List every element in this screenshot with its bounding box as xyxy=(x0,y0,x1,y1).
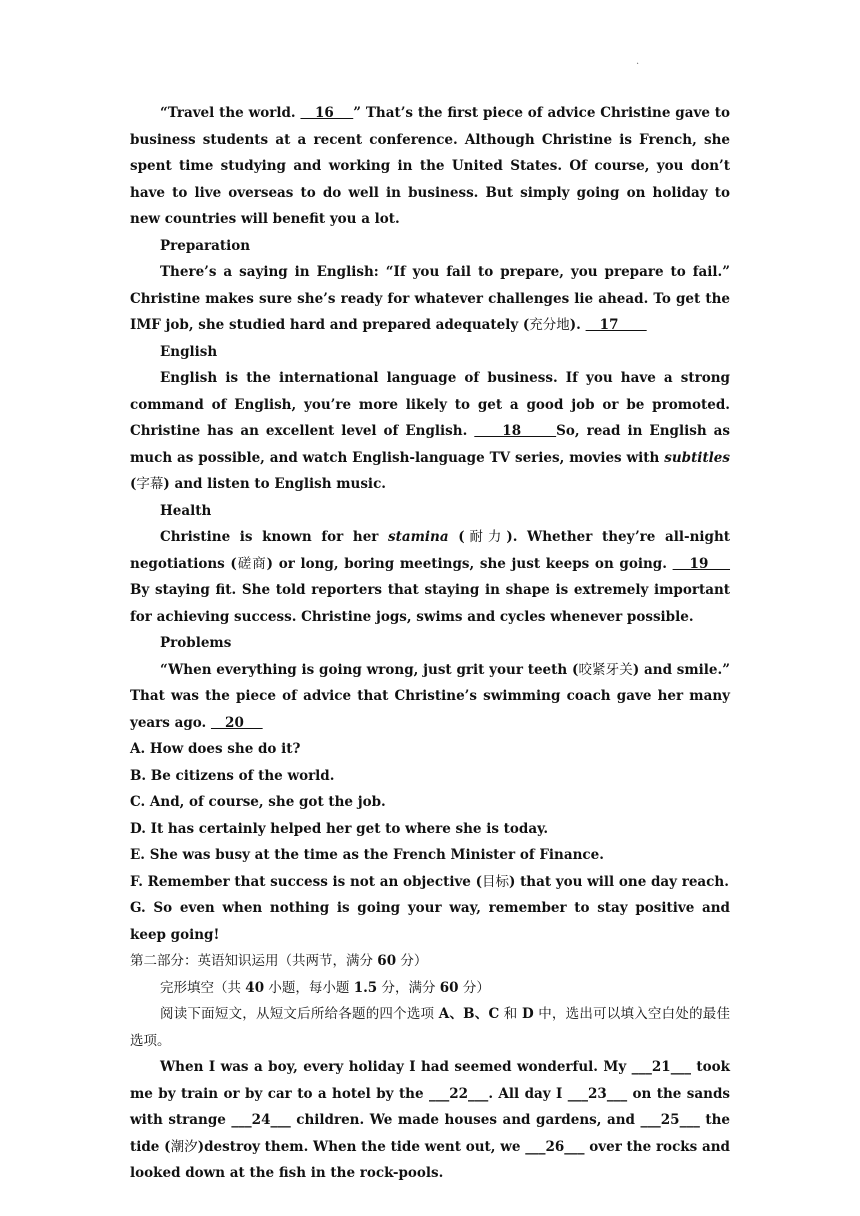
text-run: 60 xyxy=(377,953,397,969)
text-run: ( xyxy=(130,476,137,492)
paragraph-intro xyxy=(130,100,730,233)
text-run: took me by train or by car to a hotel by the xyxy=(130,1059,730,1102)
option-e: E. She was busy at the time as the French Minister of Finance. xyxy=(130,847,604,863)
text-run: ). Whether they’re all-night negotiations ( xyxy=(130,529,731,572)
text-run: 1.5 xyxy=(353,979,378,996)
blank-21: ___21___ xyxy=(631,1059,691,1075)
chinese-gloss: 磋商 xyxy=(236,555,267,572)
part-two-header xyxy=(130,948,730,1054)
blank-23: ___23___ xyxy=(567,1085,628,1102)
text-run: . All day I xyxy=(488,1085,568,1102)
text-run: over the rocks and looked down at the fish in the rock-pools. xyxy=(130,1138,730,1181)
text-run: “Travel the world. xyxy=(160,105,301,121)
chinese-gloss: 字幕 xyxy=(136,476,164,492)
text-run: 小题，每小题 xyxy=(264,979,354,996)
text-run: ) and listen to English music. xyxy=(163,476,386,492)
text-run: 分，满分 xyxy=(377,979,440,996)
cloze-instructions xyxy=(130,1001,730,1054)
chinese-gloss: 目标 xyxy=(481,873,509,890)
paragraph-preparation xyxy=(130,259,730,339)
option-a: A. How does she do it? xyxy=(130,741,301,757)
italic-term: stamina xyxy=(388,529,449,545)
text-run: ) or long, boring meetings, she just keeps on going. xyxy=(266,555,673,572)
paragraph-english xyxy=(130,365,730,498)
blank-22: ___22___ xyxy=(429,1085,489,1102)
text-run: By staying fit. She told reporters that staying in shape is extremely important for achieving success. Christine jogs, swims and cycles whenever possible. xyxy=(130,582,730,625)
text-run: D xyxy=(522,1006,534,1022)
part-two-title xyxy=(130,948,730,975)
text-run: ( xyxy=(448,529,465,545)
option-b: B. Be citizens of the world. xyxy=(130,767,335,784)
text-run: “When everything is going wrong, just grit your teeth ( xyxy=(160,661,579,678)
text-run: So, read in English as much as possible, and watch English-language TV series, movies with xyxy=(130,423,730,466)
blank-17: 17 xyxy=(585,317,647,333)
blank-18: 18 xyxy=(474,423,557,439)
italic-term: subtitles xyxy=(664,449,730,466)
paragraph-problems xyxy=(130,657,730,737)
text-run: ). xyxy=(569,317,586,333)
text-run: 完形填空（共 xyxy=(160,979,246,996)
text-run: 60 xyxy=(439,979,459,996)
blank-19: 19 xyxy=(672,555,731,572)
text-run: F. Remember that success is not an objective ( xyxy=(130,873,482,890)
answer-options xyxy=(130,736,730,948)
text-run: ) and smile.” That was the piece of advice that Christine’s swimming coach gave her many years ago. xyxy=(130,661,730,731)
blank-20: 20 xyxy=(210,714,263,731)
chinese-gloss: 耐力 xyxy=(464,529,507,545)
text-run: ” That’s the first piece of advice Christine gave to business students at a recent conference. Although Christine is French, she spent time studying and working in the United States. Of course, you don’t have to live overseas to do well in business. But simply going on holiday to new countries will benefit you a lot. xyxy=(130,105,731,227)
text-run: 分） xyxy=(458,979,490,996)
blank-26: ___26___ xyxy=(525,1138,585,1155)
option-d: D. It has certainly helped her get to where she is today. xyxy=(130,820,549,837)
text-run: 中，选出可以填入空白处的最佳选项。 xyxy=(130,1006,730,1049)
chinese-gloss: 咬紧牙关 xyxy=(578,661,633,678)
chinese-gloss: 潮汐 xyxy=(170,1138,198,1155)
heading-english: English xyxy=(160,343,218,360)
text-run: 第二部分：英语知识运用（共两节，满分 xyxy=(130,953,378,969)
blank-24: ___24___ xyxy=(231,1112,291,1128)
chinese-gloss: 充分地 xyxy=(529,317,570,333)
heading-preparation: Preparation xyxy=(160,237,251,254)
document-body xyxy=(130,100,730,1187)
text-run: Christine is known for her xyxy=(160,529,389,545)
text-run: the tide ( xyxy=(130,1112,731,1155)
text-run: )destroy them. When the tide went out, we xyxy=(197,1138,526,1155)
cloze-passage xyxy=(130,1054,730,1187)
text-run: on the sands with strange xyxy=(130,1085,731,1128)
text-run: English is the international language of business. If you have a strong command of English, you’re more likely to get a good job or be promoted. Christine has an excellent level of English. xyxy=(130,370,730,439)
page-marker-dot: . xyxy=(636,56,640,67)
option-c: C. And, of course, she got the job. xyxy=(130,794,386,810)
text-run: When I was a boy, every holiday I had seemed wonderful. My xyxy=(160,1059,632,1075)
paragraph-health xyxy=(130,524,730,630)
heading-problems: Problems xyxy=(160,635,232,651)
text-run: 分） xyxy=(396,953,428,969)
blank-25: ___25___ xyxy=(640,1112,700,1128)
option-g: G. So even when nothing is going your way, remember to stay positive and keep going! xyxy=(130,900,730,943)
cloze-section-title xyxy=(130,975,730,1002)
blank-16: 16 xyxy=(300,105,354,121)
heading-health: Health xyxy=(160,502,212,519)
text-run: ) that you will one day reach. xyxy=(508,873,729,890)
text-run: children. We made houses and gardens, and xyxy=(290,1112,641,1128)
option-f xyxy=(130,869,730,896)
text-run: 和 xyxy=(499,1006,522,1022)
text-run: There’s a saying in English: “If you fail to prepare, you prepare to fail.” Christine makes sure she’s ready for whatever challenges lie ahead. To get the IMF job, she studied hard and prepared adequately ( xyxy=(130,264,730,333)
text-run: 40 xyxy=(245,979,265,996)
text-run: A、B、C xyxy=(438,1006,500,1022)
text-run: 阅读下面短文，从短文后所给各题的四个选项 xyxy=(160,1006,439,1022)
